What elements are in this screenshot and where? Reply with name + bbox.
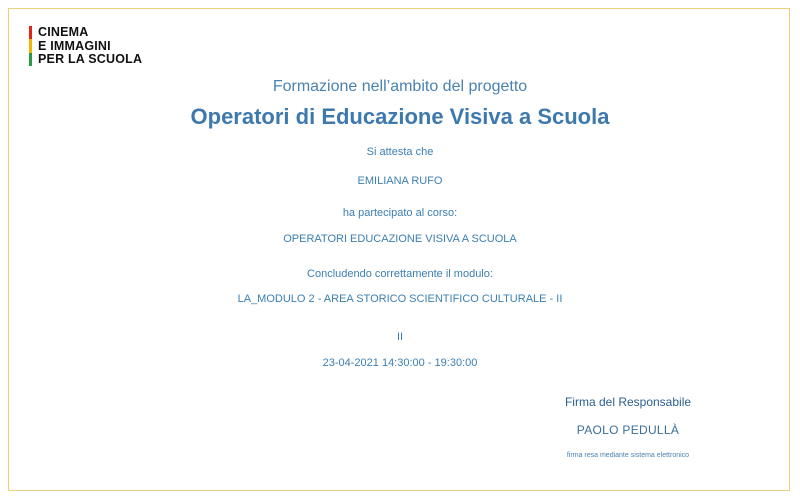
session-datetime: 23-04-2021 14:30:00 - 19:30:00 bbox=[322, 357, 478, 369]
attest-label: Si attesta che bbox=[366, 146, 434, 158]
course-label: ha partecipato al corso: bbox=[342, 207, 458, 219]
course-name: OPERATORI EDUCAZIONE VISIVA A SCUOLA bbox=[283, 233, 517, 245]
project-subtitle: Formazione nell’ambito del progetto bbox=[272, 78, 528, 95]
logo-color-bars bbox=[29, 26, 32, 66]
logo-bar-yellow bbox=[29, 39, 32, 52]
logo-line-1: CINEMA bbox=[38, 25, 89, 39]
project-title: Operatori di Educazione Visiva a Scuola bbox=[190, 104, 610, 129]
signature-name: PAOLO PEDULLÀ bbox=[576, 423, 680, 437]
logo-line-2: E IMMAGINI bbox=[38, 38, 111, 53]
logo-line-3: PER LA SCUOLA bbox=[38, 52, 143, 66]
logo bbox=[29, 26, 142, 66]
logo-bar-red bbox=[29, 26, 32, 39]
module-name: LA_MODULO 2 - AREA STORICO SCIENTIFICO CULTURALE - II bbox=[237, 293, 563, 305]
module-label: Concludendo correttamente il modulo: bbox=[307, 268, 493, 280]
logo-bar-green bbox=[29, 53, 32, 66]
logo-text bbox=[38, 26, 142, 66]
participant-name: EMILIANA RUFO bbox=[357, 175, 443, 187]
signature-title: Firma del Responsabile bbox=[564, 395, 692, 409]
module-code: II bbox=[396, 331, 404, 343]
signature-note: firma resa mediante sistema elettronico bbox=[566, 452, 690, 459]
